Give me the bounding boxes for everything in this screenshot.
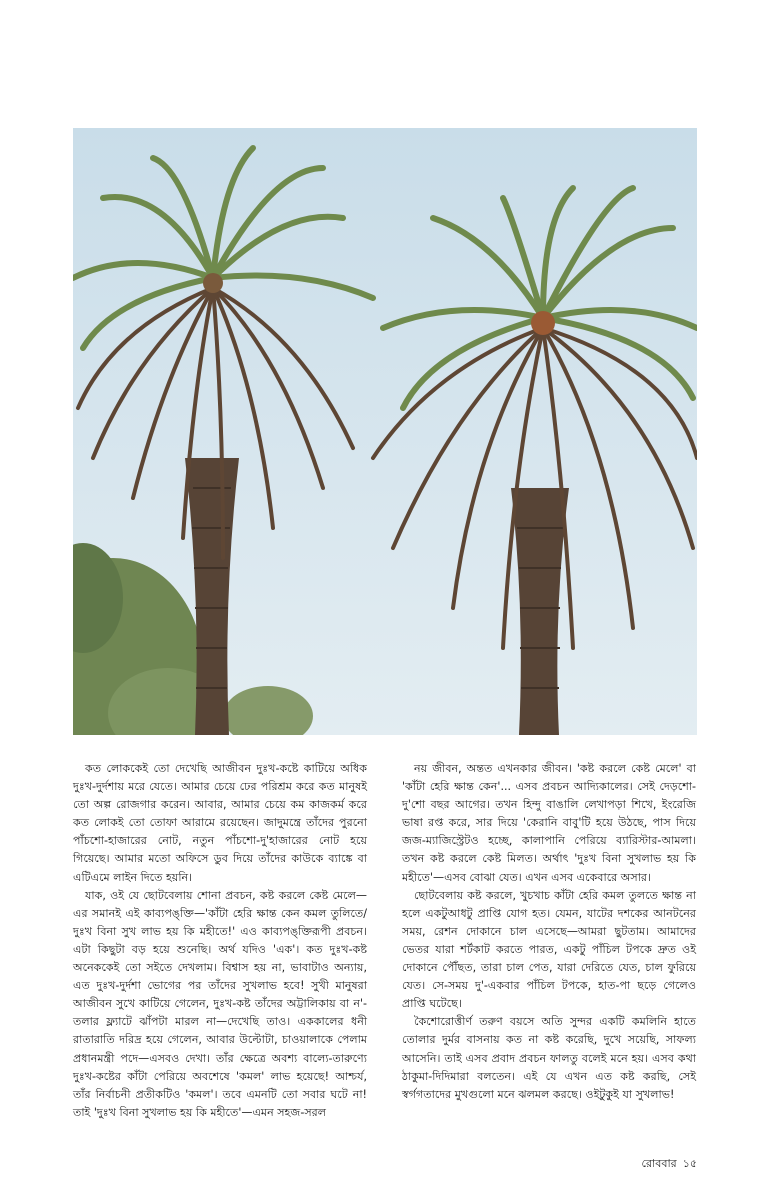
right-palm-crown bbox=[531, 311, 555, 335]
paragraph: ছোটবেলায় কষ্ট করলে, খুচখাচ কাঁটা হেরি কমল তুলতে ক্ষান্ত না হলে একটুআধটু প্রাপ্তি যোগ হত। যেমন, যাটের দশকের আনটনের সময়, রেশন দোকানে চাল এসেছে—আমরা ছুটতাম। আমাদের ভেতর যারা শর্টকাট করতে পারত, একটু পাঁচিল টপকে দ্রুত ওই দোকানে পৌঁছত, তারা চাল পেত, যারা দেরিতে যেত, চাল ফুরিয়ে যেত। সে-সময় দু'-একবার পাঁচিল টপকে, হাত-পা ছড়ে গেলেও প্রাপ্তি ঘটেছে। bbox=[402, 888, 696, 1011]
publication-name: রোববার bbox=[641, 1157, 677, 1170]
palm-trees-photo bbox=[73, 128, 697, 735]
article-right-column bbox=[402, 760, 696, 1104]
paragraph: কত লোককেই তো দেখেছি আজীবন দুঃখ-কষ্টে কাটিয়ে অধিক দুঃখ-দুর্দশায় মরে যেতে। আমার চেয়ে ঢের পরিশ্রম করে কত মানুষই তো অল্প রোজগার করেন। আবার, আমার চেয়ে কম কাজকর্ম করে কত লোকই তো তোফা আরামে রয়েছেন। জাদুমন্ত্রে তাঁদের পুরনো পাঁচশো-হাজারের নোট, নতুন পাঁচশো-দু'হাজারের নোট হয়ে গিয়েছে। আমার মতো অফিসে ডুব দিয়ে তাঁদের কাউকে ব্যাঙ্কে বা এটিএমে লাইন দিতে হয়নি। bbox=[73, 762, 367, 884]
paragraph: নয় জীবন, অন্তত এখনকার জীবন। 'কষ্ট করলে কেষ্ট মেলে' বা 'কাঁটা হেরি ক্ষান্ত কেন'... এসব প্রবচন আদ্যিকালের। সেই দেড়শো-দু'শো বছর আগের। তখন হিন্দু বাঙালি লেখাপড়া শিখে, ইংরেজি ভাষা রপ্ত করে, সার দিয়ে 'কেরানি বাবু'টি হয়ে উঠছে, পাস দিয়ে জজ-ম্যাজিস্ট্রেটও হচ্ছে, কালাপানি পেরিয়ে ব্যারিস্টার-আমলা। তখন কষ্ট করলে কেষ্ট মিলত। অর্থাৎ 'দুঃখ বিনা সুখলাভ হয় কি মহীতে'—এসব বোঝা যেত। এখন এসব একেবারে অসার। bbox=[402, 762, 696, 884]
article-left-column bbox=[73, 760, 367, 1122]
page-footer bbox=[642, 1155, 697, 1174]
left-palm-crown bbox=[203, 273, 223, 293]
palm-trees-illustration bbox=[73, 128, 697, 735]
paragraph: যাক, ওই যে ছোটবেলায় শোনা প্রবচন, কষ্ট করলে কেষ্ট মেলে—এর সমানই এই কাব্যপঙ্‌ক্তি—'কাঁটা হেরি ক্ষান্ত কেন কমল তুলিতে/ দুঃখ বিনা সুখ লাভ হয় কি মহীতে!' এও কাব্যপঙ্‌ক্তিরূপী প্রবচন। এটা কিছুটা বড় হয়ে শুনেছি। অর্থ যদিও 'এক'। কত দুঃখ-কষ্ট অনেককেই তো সইতে দেখলাম। বিশ্বাস হয় না, ভাবাটাও অন্যায়, এত দুঃখ-দুর্দশা ভোগের পর তাঁদের সুখলাভ হবে! সুখী মানুষরা আজীবন সুখে কাটিয়ে গেলেন, দুঃখ-কষ্ট তাঁদের অট্টালিকায় বা ন'-তলার ফ্ল্যাটে ঝাঁপটা মারল না—দেখেছি তাও। এককালের ধনী রাতারাতি দরিদ্র হয়ে গেলেন, আবার উল্টোটা, চাওয়ালাকে পেলাম প্রধানমন্ত্রী পদে—এসবও দেখা। তাঁর ক্ষেত্রে অবশ্য বাল্যে-তারুণ্যে দুঃখ-কষ্টের কাঁটা পেরিয়ে অবশেষে 'কমল' লাভ হয়েছে! আশ্চর্য, তাঁর নির্বাচনী প্রতীকটিও 'কমল'। তবে এমনটি তো সবার ঘটে না! তাই 'দুঃখ বিনা সুখলাভ হয় কি মহীতে'—এমন সহজ-সরল bbox=[73, 888, 367, 1119]
page-number: ১৫ bbox=[682, 1157, 697, 1170]
paragraph: কৈশোরোত্তীর্ণ তরুণ বয়সে অতি সুন্দর একটি কমলিনি হাতে তোলার দুর্মর বাসনায় কত না কষ্ট করেছি, দুখে সয়েছি, সাফল্য আসেনি। তাই এসব প্রবাদ প্রবচন ফালতু বলেই মনে হয়। এসব কথা ঠাকুমা-দিদিমারা বলতেন। এই যে এখন এত কষ্ট করছি, সেই স্বর্গগতাদের মুখগুলো মনে ঝলমল করছে। ওইটুকুই যা সুখলাভ! bbox=[402, 1015, 696, 1101]
